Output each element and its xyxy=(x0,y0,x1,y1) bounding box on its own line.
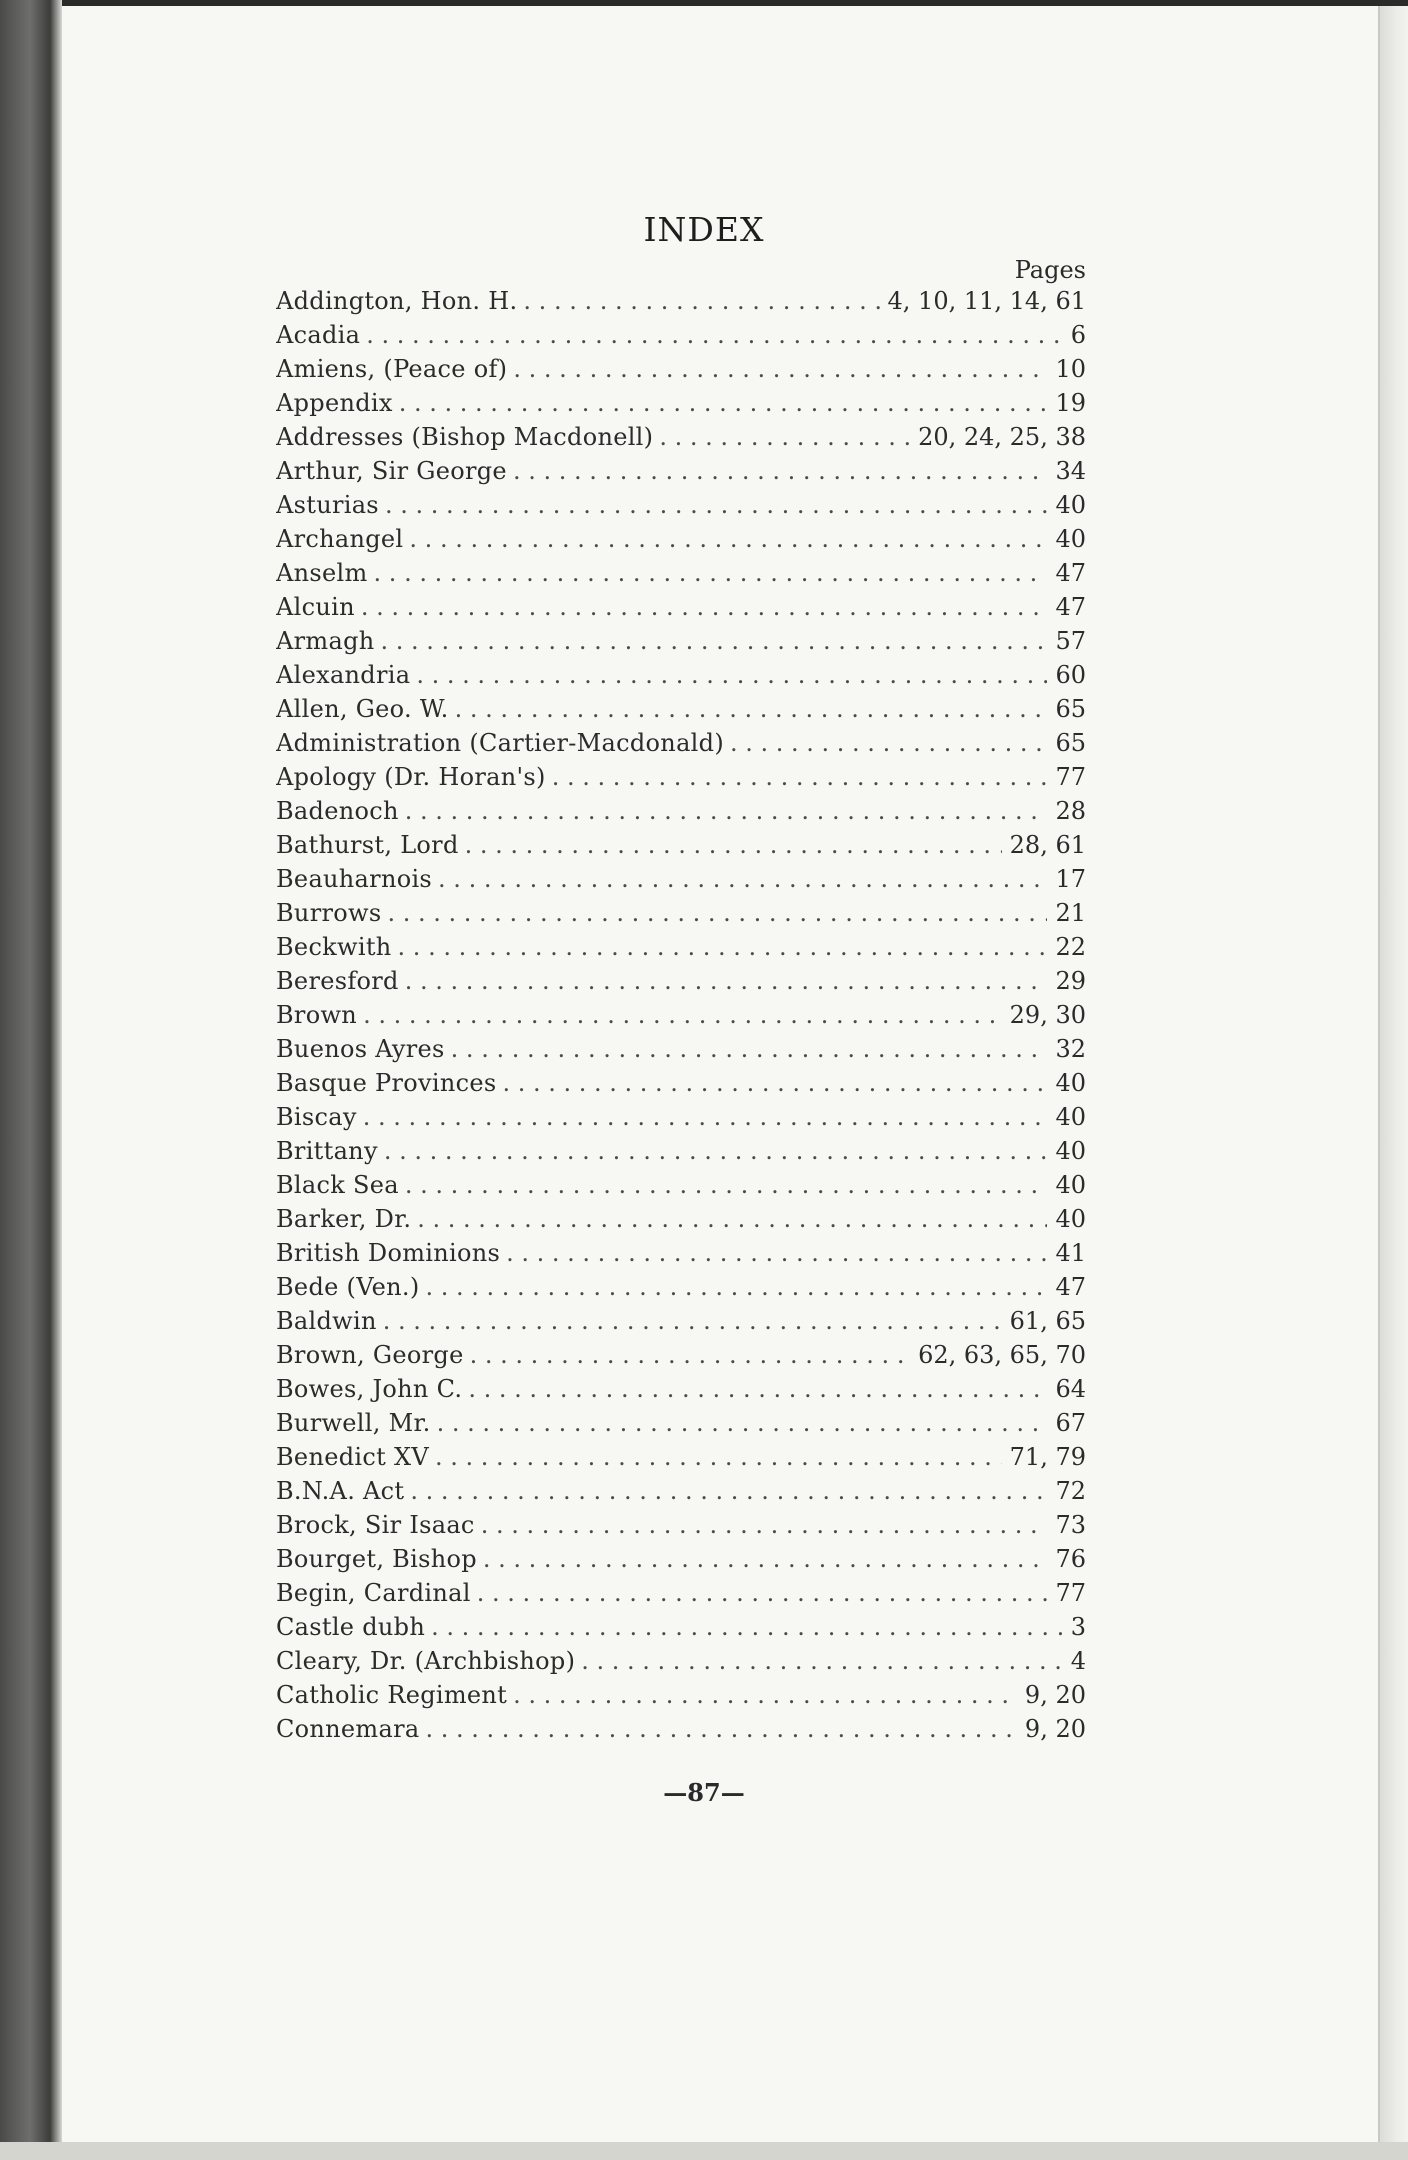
index-page-refs: 3 xyxy=(1070,1613,1086,1641)
dot-leader xyxy=(581,1644,1062,1678)
index-page-refs: 17 xyxy=(1055,865,1086,893)
index-page-refs: 73 xyxy=(1055,1511,1086,1539)
dot-leader xyxy=(363,998,1002,1032)
index-term: Burwell, Mr. xyxy=(276,1409,431,1437)
index-page-refs: 41 xyxy=(1055,1239,1086,1267)
dot-leader xyxy=(435,1440,1002,1474)
index-term: Beresford xyxy=(276,967,399,995)
index-term: Basque Provinces xyxy=(276,1069,497,1097)
dot-leader xyxy=(374,556,1048,590)
index-entry xyxy=(276,284,1086,318)
dot-leader xyxy=(417,1202,1047,1236)
index-entry xyxy=(276,1134,1086,1168)
dot-leader xyxy=(513,1678,1017,1712)
index-entry xyxy=(276,828,1086,862)
index-page-refs: 21 xyxy=(1055,899,1086,927)
index-entry xyxy=(276,1576,1086,1610)
index-page-refs: 10 xyxy=(1055,355,1086,383)
dot-leader xyxy=(483,1542,1048,1576)
index-term: Allen, Geo. W. xyxy=(276,695,449,723)
dot-leader xyxy=(659,420,910,454)
index-term: Armagh xyxy=(276,627,375,655)
dot-leader xyxy=(405,964,1048,998)
index-entry xyxy=(276,964,1086,998)
index-term: Barker, Dr. xyxy=(276,1205,412,1233)
page-edge xyxy=(1380,6,1408,2156)
index-entry xyxy=(276,1100,1086,1134)
dot-leader xyxy=(385,488,1048,522)
dot-leader xyxy=(366,318,1062,352)
index-term: Apology (Dr. Horan's) xyxy=(276,763,546,791)
index-term: Cleary, Dr. (Archbishop) xyxy=(276,1647,576,1675)
index-page-refs: 64 xyxy=(1055,1375,1086,1403)
index-page-refs: 9, 20 xyxy=(1024,1681,1086,1709)
index-entry xyxy=(276,1168,1086,1202)
index-entry xyxy=(276,896,1086,930)
index-entry xyxy=(276,420,1086,454)
index-term: Alexandria xyxy=(276,661,411,689)
dot-leader xyxy=(513,454,1048,488)
index-page-refs: 76 xyxy=(1055,1545,1086,1573)
dot-leader xyxy=(425,1270,1047,1304)
dot-leader xyxy=(437,1406,1048,1440)
dot-leader xyxy=(455,692,1048,726)
dot-leader xyxy=(425,1712,1016,1746)
index-page-refs: 71, 79 xyxy=(1009,1443,1086,1471)
index-entry xyxy=(276,930,1086,964)
dot-leader xyxy=(410,1474,1047,1508)
index-page-refs: 40 xyxy=(1055,1069,1086,1097)
book-spine xyxy=(0,0,62,2160)
index-term: Bathurst, Lord xyxy=(276,831,459,859)
dot-leader xyxy=(384,1134,1048,1168)
index-entry xyxy=(276,1508,1086,1542)
index-entry xyxy=(276,488,1086,522)
index-entry xyxy=(276,386,1086,420)
index-page-refs: 62, 63, 65, 70 xyxy=(918,1341,1086,1369)
dot-leader xyxy=(405,1168,1048,1202)
dot-leader xyxy=(416,658,1047,692)
index-term: Alcuin xyxy=(276,593,355,621)
index-term: Badenoch xyxy=(276,797,399,825)
index-entry xyxy=(276,1304,1086,1338)
dot-leader xyxy=(409,522,1047,556)
dot-leader xyxy=(506,1236,1047,1270)
index-term: Appendix xyxy=(276,389,393,417)
index-page-refs: 40 xyxy=(1055,1137,1086,1165)
index-term: Begin, Cardinal xyxy=(276,1579,471,1607)
index-term: Asturias xyxy=(276,491,379,519)
index-page-refs: 40 xyxy=(1055,1171,1086,1199)
index-term: Brittany xyxy=(276,1137,378,1165)
index-entry xyxy=(276,1338,1086,1372)
index-entry xyxy=(276,1066,1086,1100)
index-page-refs: 28 xyxy=(1055,797,1086,825)
index-entry xyxy=(276,760,1086,794)
index-term: Bowes, John C. xyxy=(276,1375,463,1403)
dot-leader xyxy=(398,930,1048,964)
dot-leader xyxy=(451,1032,1048,1066)
index-term: Burrows xyxy=(276,899,382,927)
dot-leader xyxy=(363,1100,1048,1134)
index-term: Beauharnois xyxy=(276,865,433,893)
index-term: Acadia xyxy=(276,321,361,349)
index-entry xyxy=(276,1644,1086,1678)
index-term: Connemara xyxy=(276,1715,420,1743)
index-page-refs: 4, 10, 11, 14, 61 xyxy=(887,287,1086,315)
index-term: Anselm xyxy=(276,559,368,587)
dot-leader xyxy=(381,624,1048,658)
index-entry xyxy=(276,1474,1086,1508)
index-term: Baldwin xyxy=(276,1307,377,1335)
index-page-refs: 29 xyxy=(1055,967,1086,995)
index-entry xyxy=(276,1372,1086,1406)
index-page-refs: 72 xyxy=(1055,1477,1086,1505)
dot-leader xyxy=(468,1372,1047,1406)
index-term: Biscay xyxy=(276,1103,357,1131)
index-term: Archangel xyxy=(276,525,404,553)
index-term: B.N.A. Act xyxy=(276,1477,405,1505)
dot-leader xyxy=(361,590,1048,624)
index-entry xyxy=(276,1610,1086,1644)
index-page-refs: 65 xyxy=(1055,695,1086,723)
index-term: Addresses (Bishop Macdonell) xyxy=(276,423,654,451)
index-term: Buenos Ayres xyxy=(276,1035,445,1063)
index-term: Brock, Sir Isaac xyxy=(276,1511,475,1539)
index-entry xyxy=(276,1032,1086,1066)
index-entry xyxy=(276,1678,1086,1712)
index-page-refs: 47 xyxy=(1055,1273,1086,1301)
dot-leader xyxy=(730,726,1047,760)
index-page-refs: 40 xyxy=(1055,1205,1086,1233)
index-page-refs: 4 xyxy=(1070,1647,1086,1675)
index-page-refs: 40 xyxy=(1055,491,1086,519)
dot-leader xyxy=(387,896,1047,930)
index-entry xyxy=(276,590,1086,624)
dot-leader xyxy=(431,1610,1063,1644)
index-term: British Dominions xyxy=(276,1239,501,1267)
scan-border-bottom xyxy=(0,2142,1408,2160)
index-entry xyxy=(276,692,1086,726)
index-term: Addington, Hon. H. xyxy=(276,287,518,315)
dot-leader xyxy=(383,1304,1002,1338)
index-entry xyxy=(276,1406,1086,1440)
index-page-refs: 77 xyxy=(1055,1579,1086,1607)
index-term: Administration (Cartier-Macdonald) xyxy=(276,729,724,757)
index-page-refs: 47 xyxy=(1055,593,1086,621)
index-entry xyxy=(276,454,1086,488)
index-page-refs: 40 xyxy=(1055,1103,1086,1131)
index-entry xyxy=(276,1712,1086,1746)
index-term: Brown, George xyxy=(276,1341,464,1369)
index-page-refs: 29, 30 xyxy=(1009,1001,1086,1029)
index-page-refs: 28, 61 xyxy=(1009,831,1086,859)
index-page-refs: 40 xyxy=(1055,525,1086,553)
index-page-refs: 9, 20 xyxy=(1024,1715,1086,1743)
index-term: Castle dubh xyxy=(276,1613,426,1641)
page-number: —87— xyxy=(663,1778,745,1807)
index-page-refs: 20, 24, 25, 38 xyxy=(918,423,1086,451)
index-entry xyxy=(276,318,1086,352)
index-page-refs: 57 xyxy=(1055,627,1086,655)
index-term: Bourget, Bishop xyxy=(276,1545,477,1573)
index-entry xyxy=(276,556,1086,590)
index-entry xyxy=(276,522,1086,556)
dot-leader xyxy=(552,760,1048,794)
index-page-refs: 47 xyxy=(1055,559,1086,587)
dot-leader xyxy=(477,1576,1048,1610)
index-term: Catholic Regiment xyxy=(276,1681,508,1709)
index-entry xyxy=(276,794,1086,828)
index-entry xyxy=(276,352,1086,386)
index-term: Black Sea xyxy=(276,1171,399,1199)
index-page-refs: 34 xyxy=(1055,457,1086,485)
index-term: Amiens, (Peace of) xyxy=(276,355,508,383)
dot-leader xyxy=(438,862,1047,896)
index-term: Brown xyxy=(276,1001,358,1029)
index-entry xyxy=(276,1440,1086,1474)
index-page-refs: 22 xyxy=(1055,933,1086,961)
dot-leader xyxy=(470,1338,910,1372)
dot-leader xyxy=(481,1508,1048,1542)
index-entry xyxy=(276,1270,1086,1304)
dot-leader xyxy=(502,1066,1047,1100)
index-term: Beckwith xyxy=(276,933,392,961)
index-term: Arthur, Sir George xyxy=(276,457,507,485)
index-page-refs: 77 xyxy=(1055,763,1086,791)
index-entry xyxy=(276,862,1086,896)
index-term: Bede (Ven.) xyxy=(276,1273,420,1301)
index-entry xyxy=(276,726,1086,760)
dot-leader xyxy=(465,828,1002,862)
index-list xyxy=(276,284,1086,1746)
index-entry xyxy=(276,658,1086,692)
index-entry xyxy=(276,624,1086,658)
index-page-refs: 32 xyxy=(1055,1035,1086,1063)
dot-leader xyxy=(523,284,879,318)
index-entry xyxy=(276,1542,1086,1576)
index-page-refs: 61, 65 xyxy=(1009,1307,1086,1335)
index-entry xyxy=(276,1236,1086,1270)
index-entry xyxy=(276,998,1086,1032)
index-term: Benedict XV xyxy=(276,1443,429,1471)
index-page-refs: 65 xyxy=(1055,729,1086,757)
page-title: INDEX xyxy=(643,210,765,249)
dot-leader xyxy=(405,794,1048,828)
pages-column-heading: Pages xyxy=(1014,256,1086,284)
dot-leader xyxy=(513,352,1047,386)
index-page-refs: 19 xyxy=(1055,389,1086,417)
index-page-refs: 60 xyxy=(1055,661,1086,689)
index-entry xyxy=(276,1202,1086,1236)
dot-leader xyxy=(399,386,1048,420)
index-page-refs: 6 xyxy=(1070,321,1086,349)
index-page-refs: 67 xyxy=(1055,1409,1086,1437)
